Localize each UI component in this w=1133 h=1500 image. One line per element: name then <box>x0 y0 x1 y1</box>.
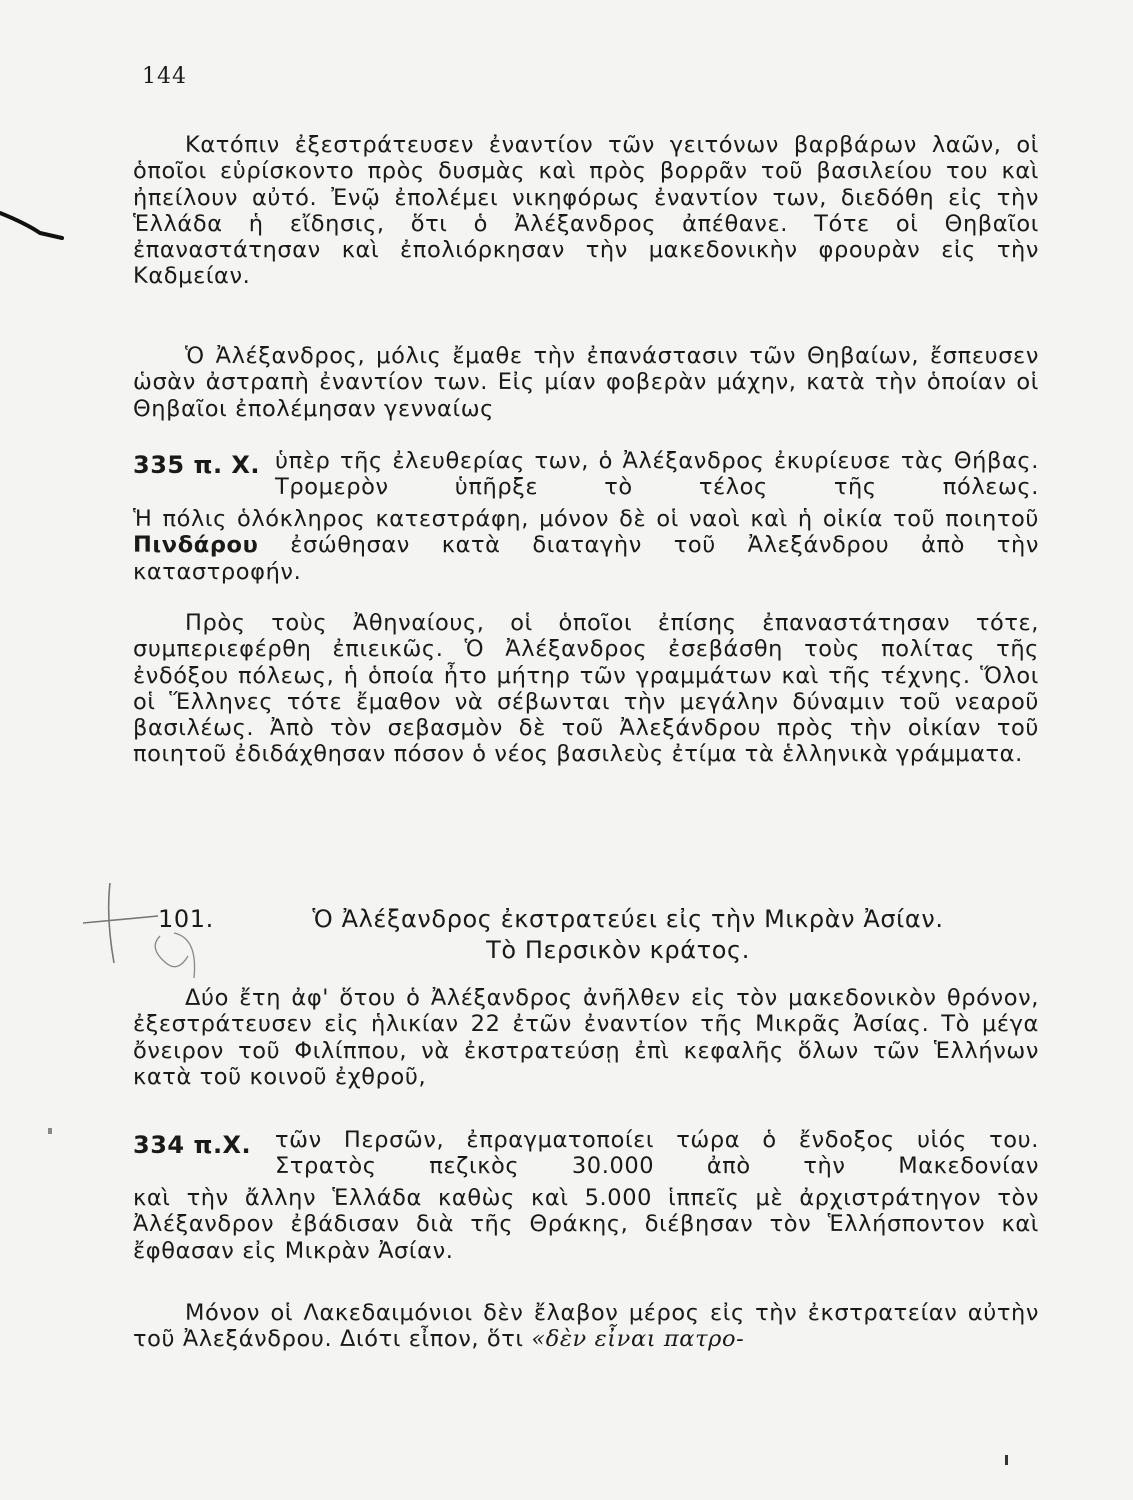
margin-date-334: 334 π.Χ. <box>133 1131 252 1159</box>
paragraph-text: Ἡ πόλις ὁλόκληρος κατεστράφη, μόνον δὲ οἱ ναοὶ καὶ ἡ οἰκία τοῦ ποιητοῦ <box>133 506 1039 532</box>
paragraph-100-2-wrap <box>275 448 1039 501</box>
paragraph-100-2-top <box>133 343 1039 422</box>
paragraph-text: τῶν Περσῶν, ἐπραγματοποίει τώρα ὁ ἔνδοξος υἱός του. Στρατὸς πεζικὸς 30.000 ἀπὸ τὴν Μακεδονίαν <box>275 1127 1039 1180</box>
paragraph-text: Μόνον οἱ Λακεδαιμόνιοι δὲν ἔλαβον μέρος εἰς τὴν ἐκστρατείαν αὐτὴν τοῦ Ἀλεξάνδρου. Διότι εἶπον, ὅτι <box>133 1300 1039 1353</box>
name-pindar: Πινδάρου <box>133 532 259 559</box>
paragraph-text: ὑπὲρ τῆς ἐλευθερίας των, ὁ Ἀλέξανδρος ἐκυρίευσε τὰς Θήβας. Τρομερὸν ὑπῆρξε τὸ τέλος τῆς πόλεως. <box>275 448 1039 501</box>
speck-mark <box>1005 1455 1008 1465</box>
page-number: 144 <box>142 64 187 89</box>
paragraph-text: Πρὸς τοὺς Ἀθηναίους, οἱ ὁποῖοι ἐπίσης ἐπαναστάτησαν τότε, συμπεριεφέρθη ἐπιεικῶς. Ὁ Ἀλέξανδρος ἐσεβάσθη τοὺς πολίτας τῆς ἐνδόξου πόλεως, ἡ ὁποία ἦτο μήτηρ τῶν γραμμάτων καὶ τῆς τέχνης. Ὅλοι οἱ Ἕλληνες τότε ἔμαθον νὰ σέβωνται τὴν μεγάλην δύναμιν τοῦ νεαροῦ βασιλέως. Ἀπὸ τὸν σεβασμὸν δὲ τοῦ Ἀλεξάνδρου πρὸς τὴν οἰκίαν τοῦ ποιητοῦ ἐδιδάχθησαν πόσον ὁ νέος βασιλεὺς ἐτίμα τὰ ἑλληνικὰ γράμματα. <box>133 610 1039 768</box>
paragraph-text: Κατόπιν ἐξεστράτευσεν ἐναντίον τῶν γειτόνων βαρβάρων λαῶν, οἱ ὁποῖοι εὑρίσκοντο πρὸς δυσμὰς καὶ πρὸς βορρᾶν τοῦ βασιλείου του καὶ ἠπείλουν αὐτό. Ἐνῷ ἐπολέμει νικηφόρως ἐναντίον των, διεδόθη εἰς τὴν Ἑλλάδα ἡ εἴδησις, ὅτι ὁ Ἀλέξανδρος ἀπέθανε. Τότε οἱ Θηβαῖοι ἐπαναστάτησαν καὶ ἐπολιόρκησαν τὴν μακεδονικὴν φρουρὰν εἰς τὴν Καδμείαν. <box>133 132 1039 290</box>
quote-text: «δὲν εἶναι πατρο- <box>531 1326 745 1353</box>
paragraph-101-2 <box>133 1300 1039 1353</box>
paragraph-100-2-rest <box>133 506 1039 585</box>
margin-date-335: 335 π. Χ. <box>133 451 261 479</box>
paragraph-text: καὶ τὴν ἄλλην Ἑλλάδα καθὼς καὶ 5.000 ἱππεῖς μὲ ἀρχιστράτηγον τὸν Ἀλέξανδρον ἐβάδισαν διὰ τῆς Θράκης, διέβησαν τὸν Ἑλλήσποντον καὶ ἔφθασαν εἰς Μικρὰν Ἀσίαν. <box>133 1185 1039 1264</box>
paragraph-text: ἐσώθησαν κατὰ διαταγὴν τοῦ Ἀλεξάνδρου ἀπὸ τὴν καταστροφήν. <box>133 532 1039 585</box>
speck-mark <box>48 1128 52 1134</box>
paragraph-101-1-top <box>133 985 1039 1090</box>
section-number: 101. <box>158 905 214 933</box>
paragraph-101-1-rest <box>133 1185 1039 1264</box>
paragraph-text: Δύο ἔτη ἀφ' ὅτου ὁ Ἀλέξανδρος ἀνῆλθεν εἰς τὸν μακεδονικὸν θρόνον, ἐξεστράτευσεν εἰς ἡλικίαν 22 ἐτῶν ἐναντίον τῆς Μικρᾶς Ἀσίας. Τὸ μέγα ὄνειρον τοῦ Φιλίππου, νὰ ἐκστρατεύσῃ ἐπὶ κεφαλῆς ὅλων τῶν Ἑλλήνων κατὰ τοῦ κοινοῦ ἐχθροῦ, <box>133 985 1039 1090</box>
section-heading-101 <box>158 904 1038 966</box>
pencil-mark <box>0 205 70 245</box>
section-title-line-1: Ὁ Ἀλέξανδρος ἐκστρατεύει εἰς τὴν Μικρὰν Ἀσίαν. <box>312 905 944 933</box>
paragraph-text: Ὁ Ἀλέξανδρος, μόλις ἔμαθε τὴν ἐπανάστασιν τῶν Θηβαίων, ἔσπευσεν ὡσὰν ἀστραπὴ ἐναντίον των. Εἰς μίαν φοβερὰν μάχην, κατὰ τὴν ὁποίαν οἱ Θηβαῖοι ἐπολέμησαν γενναίως <box>133 343 1039 422</box>
section-title-line-2: Τὸ Περσικὸν κράτος. <box>486 936 750 964</box>
paragraph-101-1-wrap <box>275 1127 1039 1180</box>
paragraph-100-1 <box>133 132 1039 290</box>
paragraph-100-3 <box>133 610 1039 768</box>
